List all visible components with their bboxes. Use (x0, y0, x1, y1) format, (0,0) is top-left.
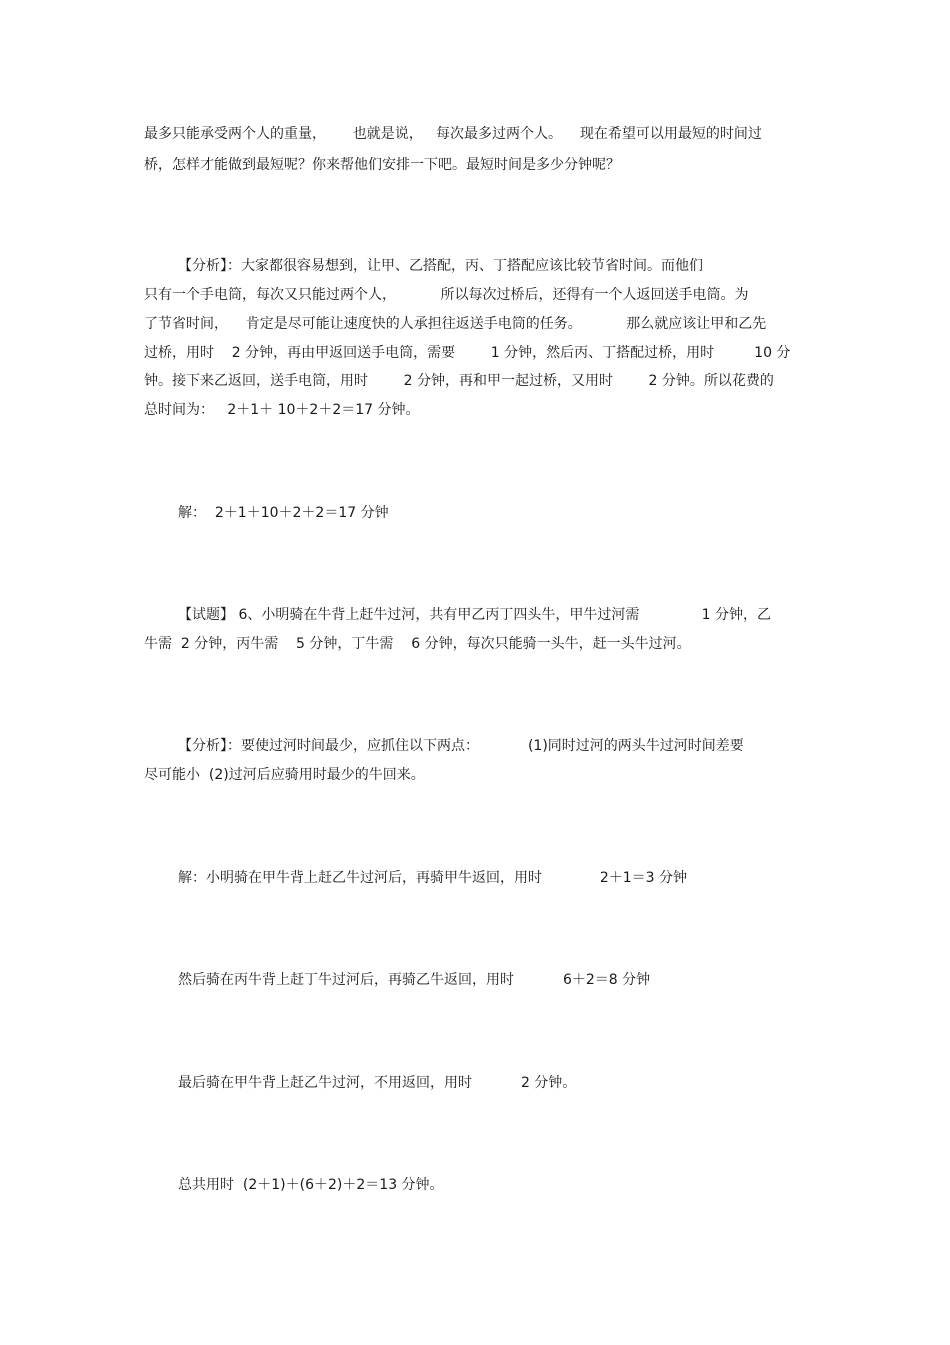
analysis2-line-2: 尽可能小 (2)过河后应骑用时最少的牛回来。 (144, 767, 425, 783)
analysis1-line-6: 总时间为： 2＋1＋ 10＋2＋2＝17 分钟。 (144, 402, 420, 418)
problem6-line-2: 牛需 2 分钟，丙牛需 5 分钟，丁牛需 6 分钟，每次只能骑一头牛，赶一头牛过河。 (144, 636, 691, 652)
solution1-line: 解： 2＋1＋10＋2＋2＝17 分钟 (178, 505, 389, 521)
problem6-line-1: 【试题】 6、小明骑在牛背上赶牛过河，共有甲乙丙丁四头牛，甲牛过河需 1 分钟，乙 (178, 607, 772, 623)
intro-line-1: 最多只能承受两个人的重量， 也就是说， 每次最多过两个人。 现在希望可以用最短的时间过 (144, 126, 762, 142)
analysis1-line-1: 【分析】：大家都很容易想到，让甲、乙搭配，丙、丁搭配应该比较节省时间。而他们 (178, 258, 703, 274)
analysis1-line-4: 过桥，用时 2 分钟，再由甲返回送手电筒，需要 1 分钟，然后丙、丁搭配过桥，用时 10 分 (144, 345, 791, 361)
analysis1-line-5: 钟。接下来乙返回，送手电筒，用时 2 分钟，再和甲一起过桥，又用时 2 分钟。所以花费的 (144, 373, 774, 389)
analysis2-line-1: 【分析】：要使过河时间最少，应抓住以下两点： (1)同时过河的两头牛过河时间差要 (178, 738, 744, 754)
analysis1-line-3: 了节省时间， 肯定是尽可能让速度快的人承担往返送手电筒的任务。 那么就应该让甲和乙先 (144, 316, 767, 332)
intro-line-2: 桥，怎样才能做到最短呢？你来帮他们安排一下吧。最短时间是多少分钟呢？ (144, 157, 620, 173)
solution2-step-1: 解：小明骑在甲牛背上赶乙牛过河后，再骑甲牛返回，用时 2＋1＝3 分钟 (178, 870, 688, 886)
analysis1-line-2: 只有一个手电筒，每次又只能过两个人， 所以每次过桥后，还得有一个人返回送手电筒。为 (144, 287, 749, 303)
solution2-total: 总共用时 (2＋1)＋(6＋2)＋2＝13 分钟。 (178, 1177, 444, 1193)
solution2-step-3: 最后骑在甲牛背上赶乙牛过河，不用返回，用时 2 分钟。 (178, 1075, 577, 1091)
solution2-step-2: 然后骑在丙牛背上赶丁牛过河后，再骑乙牛返回，用时 6＋2＝8 分钟 (178, 972, 651, 988)
